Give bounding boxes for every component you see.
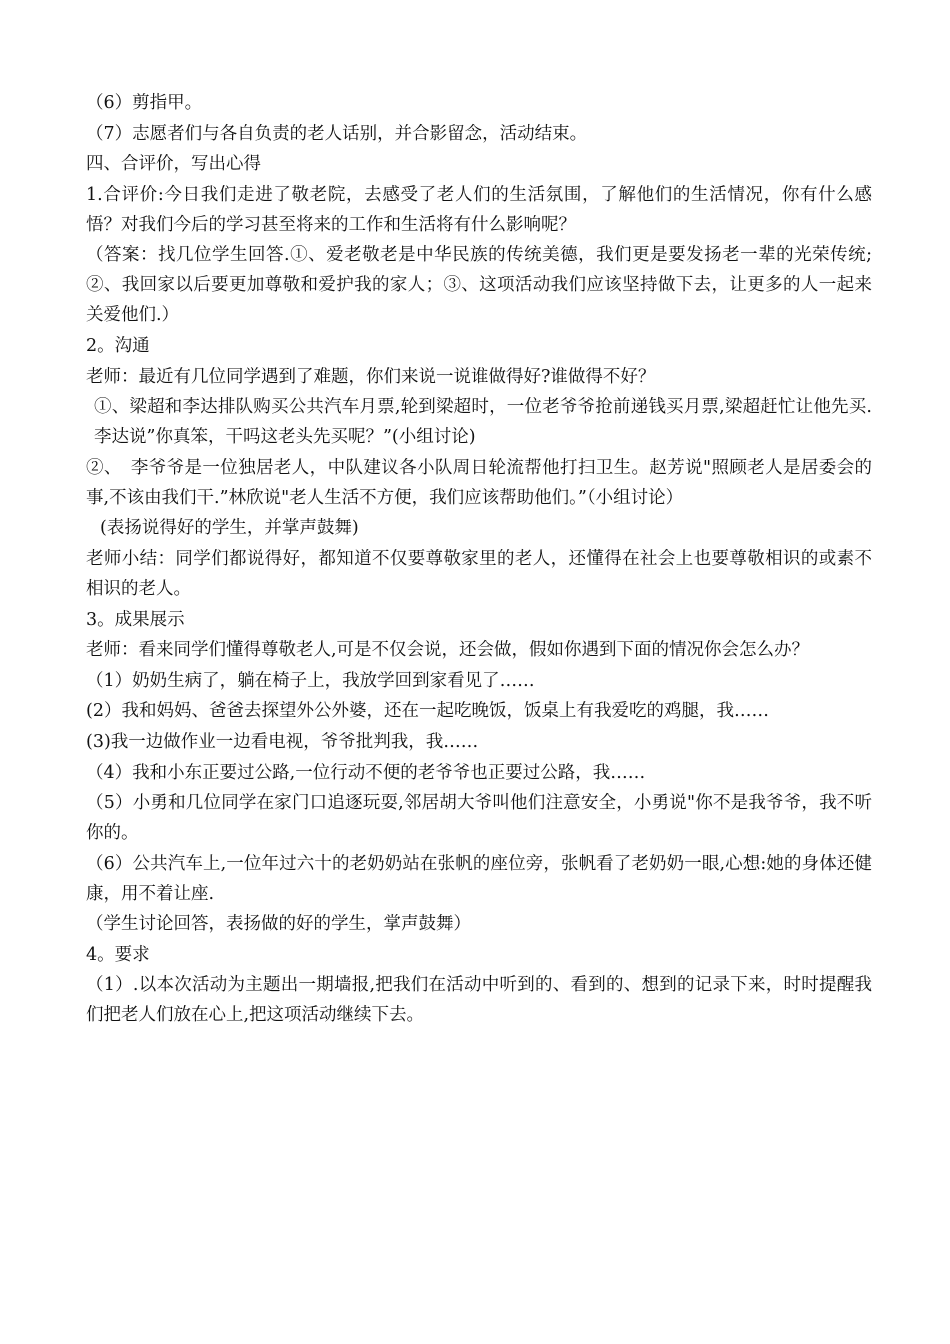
list-item: (2）我和妈妈、爸爸去探望外公外婆，还在一起吃晚饭，饭桌上有我爱吃的鸡腿，我…… — [86, 701, 769, 722]
list-item: （1）奶奶生病了，躺在椅子上，我放学回到家看见了…… — [86, 670, 535, 691]
subsection-heading: 3。成果展示 — [86, 609, 185, 630]
list-item: （5）小勇和几位同学在家门口追逐玩耍,邻居胡大爷叫他们注意安全，小勇说"你不是我爷爷，我不听你的。 — [86, 793, 872, 844]
paragraph: 老师小结：同学们都说得好，都知道不仅要尊敬家里的老人，还懂得在社会上也要尊敬相识的或素不相识的老人。 — [86, 548, 872, 599]
paragraph: 1.合评价:今日我们走进了敬老院，去感受了老人们的生活氛围，了解他们的生活情况，你有什么感悟？对我们今后的学习甚至将来的工作和生活将有什么影响呢？ — [86, 184, 872, 235]
list-item: （4）我和小东正要过公路,一位行动不便的老爷爷也正要过公路，我…… — [86, 762, 646, 783]
paragraph: 老师：最近有几位同学遇到了难题，你们来说一说谁做得好?谁做得不好？ — [86, 366, 656, 387]
list-item: (3)我一边做作业一边看电视，爷爷批判我，我…… — [86, 731, 479, 752]
document-body — [86, 88, 872, 1031]
section-heading: 四、合评价，写出心得 — [86, 154, 261, 175]
subsection-heading: 2。沟通 — [86, 335, 150, 356]
paragraph: (表扬说得好的学生，并掌声鼓舞) — [100, 518, 359, 539]
paragraph: ①、梁超和李达排队购买公共汽车月票,轮到梁超时，一位老爷爷抢前递钱买月票,梁超赶忙让他先买.李达说”你真笨，干吗这老头先买呢？”(小组讨论) — [94, 397, 872, 448]
list-item: （6）公共汽车上,一位年过六十的老奶奶站在张帆的座位旁，张帆看了老奶奶一眼,心想:她的身体还健康，用不着让座. — [86, 853, 872, 904]
paragraph: （答案：找几位学生回答.①、爱老敬老是中华民族的传统美德，我们更是要发扬老一辈的光荣传统;②、我回家以后要更加尊敬和爱护我的家人；③、这项活动我们应该坚持做下去，让更多的人一起来关爱他们.） — [86, 245, 872, 326]
list-item: （1）.以本次活动为主题出一期墙报,把我们在活动中听到的、看到的、想到的记录下来，时时提醒我们把老人们放在心上,把这项活动继续下去。 — [86, 975, 872, 1026]
paragraph: ②、 李爷爷是一位独居老人，中队建议各小队周日轮流帮他打扫卫生。赵芳说"照顾老人是居委会的事,不该由我们干.”林欣说"老人生活不方便，我们应该帮助他们。”（小组讨论） — [86, 457, 872, 508]
paragraph: （学生讨论回答，表扬做的好的学生，掌声鼓舞） — [86, 914, 471, 935]
paragraph: （7）志愿者们与各自负责的老人话别，并合影留念，活动结束。 — [86, 123, 588, 144]
paragraph: （6）剪指甲。 — [86, 93, 203, 113]
subsection-heading: 4。要求 — [86, 944, 150, 965]
paragraph: 老师：看来同学们懂得尊敬老人,可是不仅会说，还会做，假如你遇到下面的情况你会怎么办？ — [86, 640, 810, 661]
